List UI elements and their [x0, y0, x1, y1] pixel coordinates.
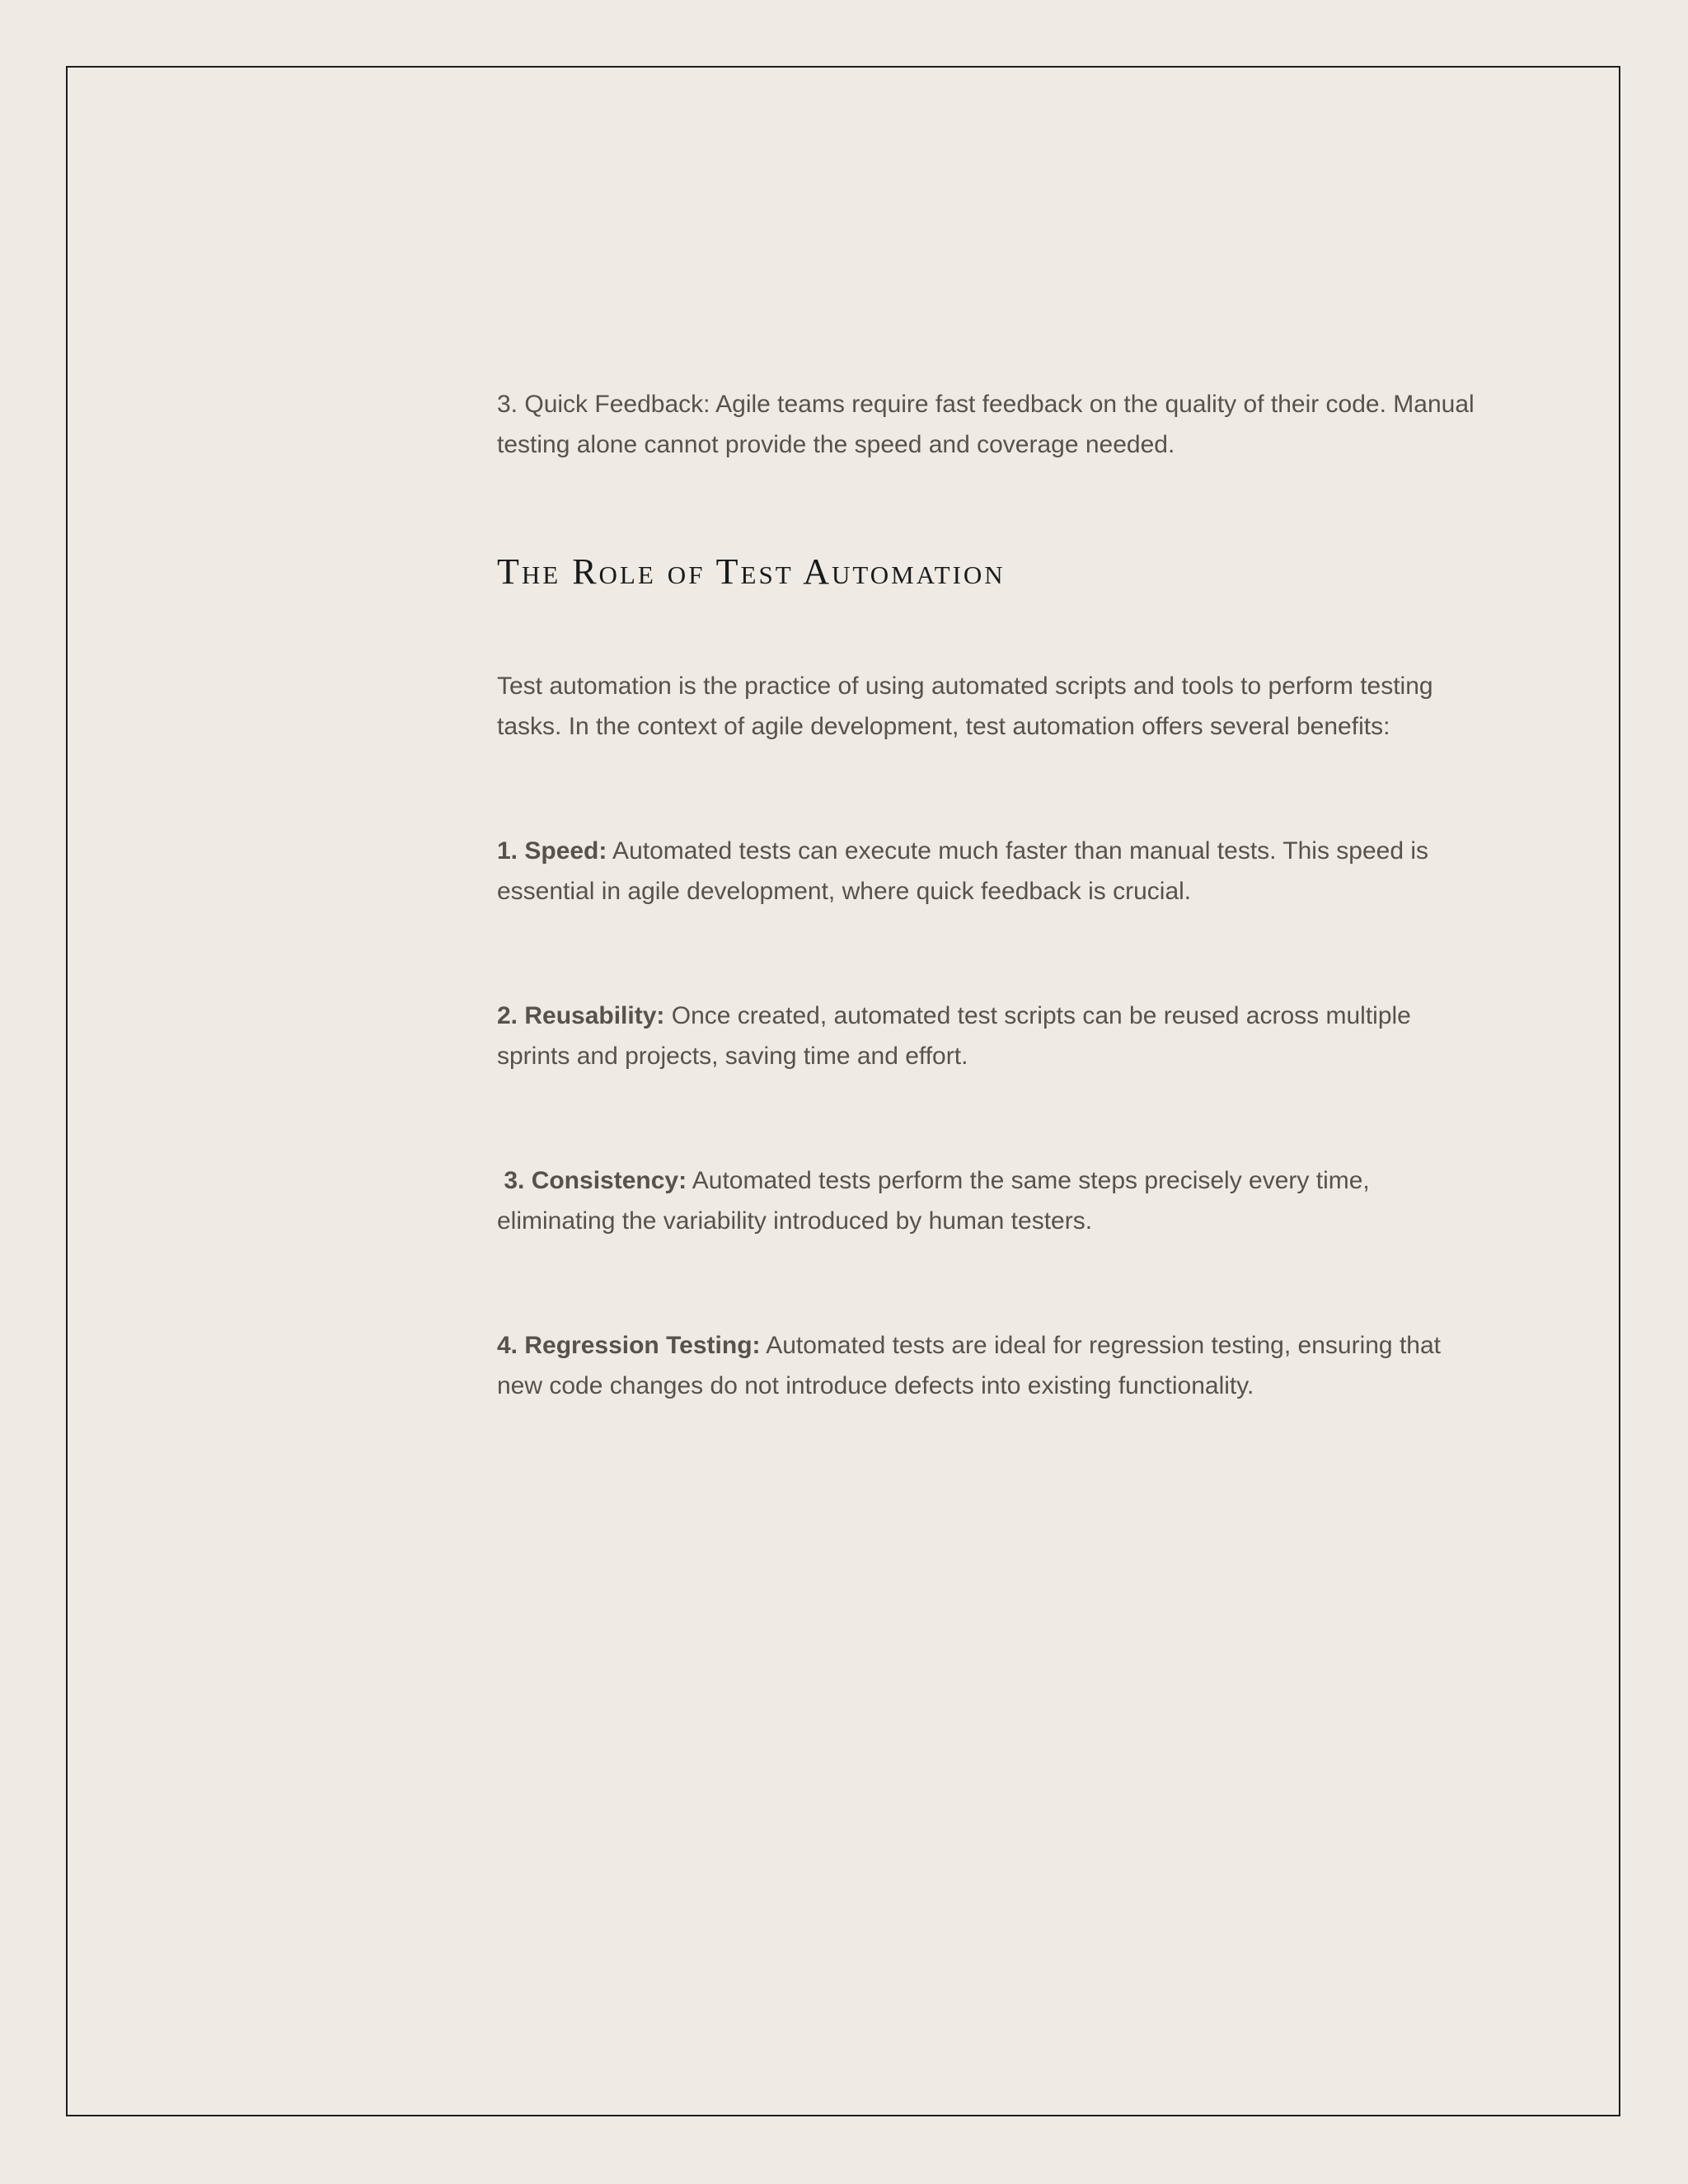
benefit-text: Once created, automated test scripts can be reused across multiple sprints and projects, saving time and effort.: [497, 1002, 1411, 1070]
benefit-label: 3. Consistency:: [497, 1167, 687, 1194]
benefit-text: Automated tests are ideal for regression testing, ensuring that new code changes do not introduce defects into existing functionality.: [497, 1332, 1441, 1399]
benefit-regression-testing: [497, 1325, 1486, 1406]
benefit-label: 2. Reusability:: [497, 1002, 665, 1029]
benefit-reusability: [497, 996, 1486, 1076]
benefit-text: Automated tests can execute much faster than manual tests. This speed is essential in agile development, where quick feedback is crucial.: [497, 837, 1429, 905]
benefit-label: 1. Speed:: [497, 837, 607, 865]
benefit-consistency: [497, 1160, 1486, 1241]
section-intro-paragraph: Test automation is the practice of using automated scripts and tools to perform testing tasks. In the context of agile development, test automation offers several benefits:: [497, 673, 1433, 740]
document-body: [497, 384, 1486, 1406]
quick-feedback-paragraph: 3. Quick Feedback: Agile teams require fast feedback on the quality of their code. Manual testing alone cannot provide the speed and coverage needed.: [497, 391, 1475, 458]
benefit-speed: [497, 831, 1486, 912]
benefit-text: Automated tests perform the same steps precisely every time, eliminating the variability introduced by human testers.: [497, 1167, 1370, 1235]
section-heading: The Role of Test Automation: [497, 551, 1006, 592]
benefit-label: 4. Regression Testing:: [497, 1332, 761, 1359]
